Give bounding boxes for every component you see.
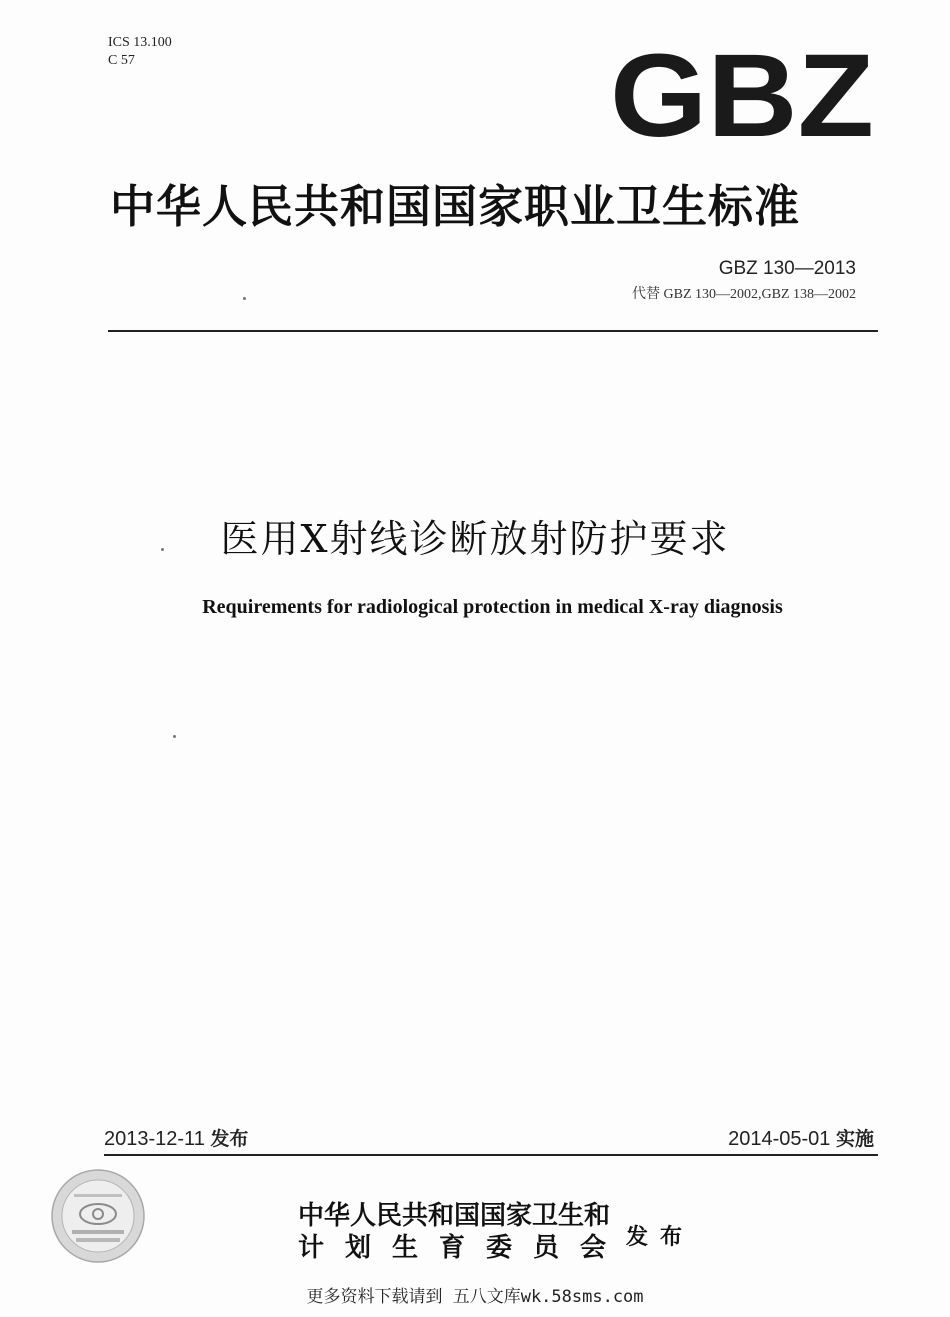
gbz-logo-graphic [608,44,876,144]
publisher-block [298,1200,627,1264]
document-title-chinese: 医用X射线诊断放射防护要求 [220,517,730,561]
top-divider [108,330,878,332]
replaces-note: 代替 GBZ 130—2002,GBZ 138—2002 [632,287,856,302]
standard-number: GBZ 130—2013 [718,258,856,279]
ics-code: ICS 13.100 [108,35,172,50]
implement-date: 2014-05-01 [728,1128,831,1150]
standard-category: 中华人民共和国国家职业卫生标准 [110,180,801,233]
issue-date: 2013-12-11 [104,1128,205,1150]
implement-date-line [728,1124,874,1151]
publisher-line-2: 计划生育委员会 [298,1233,628,1263]
scan-speck [173,735,176,738]
ccs-code: C 57 [108,53,135,68]
logo-text: GBZ [610,44,874,144]
implement-label: 实施 [835,1128,874,1150]
footer-download-note: 更多资料下载请到 五八文库wk.58sms.com [306,1287,644,1307]
scan-speck [243,297,246,300]
anti-counterfeit-seal [50,1168,146,1264]
document-title-english: Requirements for radiological protection in medical X-ray diagnosis [202,596,783,618]
seal-graphic [50,1168,146,1264]
issue-date-line [104,1124,248,1151]
gbz-logo [608,44,876,144]
issue-label: 发布 [210,1128,249,1150]
classification-codes [108,34,172,70]
bottom-divider [104,1154,878,1156]
publisher-line-1: 中华人民共和国国家卫生和 [298,1201,611,1231]
publisher-verb: 发布 [626,1224,695,1250]
